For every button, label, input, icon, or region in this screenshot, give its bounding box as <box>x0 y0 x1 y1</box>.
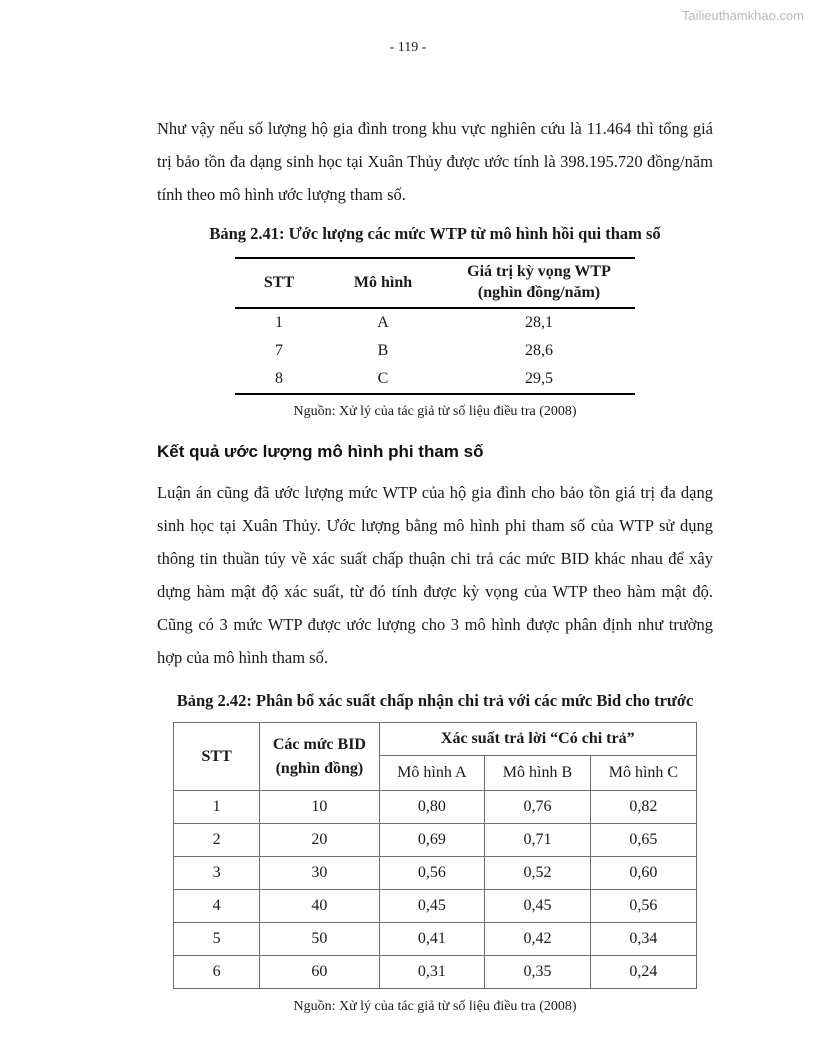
table-row <box>235 337 635 365</box>
cell-stt: 2 <box>174 824 260 857</box>
table-2-41-header-stt: STT <box>235 258 323 308</box>
table-2-41-header-wtp <box>443 258 635 308</box>
table-row <box>174 857 697 890</box>
cell-model: A <box>377 314 389 331</box>
cell-bid: 50 <box>260 923 379 956</box>
table-2-42-header-model-a: Mô hình A <box>379 756 485 791</box>
cell-prob-b: 0,45 <box>485 890 591 923</box>
table-row <box>174 824 697 857</box>
cell-prob-c: 0,82 <box>590 791 696 824</box>
cell-prob-b: 0,71 <box>485 824 591 857</box>
cell-prob-a: 0,45 <box>379 890 485 923</box>
cell-prob-b: 0,76 <box>485 791 591 824</box>
table-2-42-header-bid <box>260 723 379 791</box>
cell-stt: 7 <box>275 342 283 359</box>
cell-prob-a: 0,31 <box>379 956 485 989</box>
table-row <box>174 890 697 923</box>
table-2-42 <box>173 722 697 989</box>
cell-model: B <box>377 342 389 359</box>
page-number: - 119 - <box>389 40 427 55</box>
cell-model: C <box>377 370 389 387</box>
cell-prob-a: 0,69 <box>379 824 485 857</box>
table-2-42-header-bid-line2: (nghìn đồng) <box>275 759 364 777</box>
cell-prob-b: 0,42 <box>485 923 591 956</box>
watermark: Tailieuthamkhao.com <box>681 8 804 23</box>
cell-bid: 60 <box>260 956 379 989</box>
page-content <box>157 112 713 1015</box>
table-2-42-header-stt: STT <box>174 723 260 791</box>
table-row <box>235 365 635 394</box>
cell-bid: 40 <box>260 890 379 923</box>
cell-wtp: 29,5 <box>525 370 553 387</box>
table-row <box>174 791 697 824</box>
table-2-42-header-model-b: Mô hình B <box>485 756 591 791</box>
cell-wtp: 28,1 <box>525 314 553 331</box>
cell-bid: 10 <box>260 791 379 824</box>
cell-stt: 5 <box>174 923 260 956</box>
cell-prob-c: 0,65 <box>590 824 696 857</box>
cell-prob-b: 0,35 <box>485 956 591 989</box>
cell-prob-a: 0,56 <box>379 857 485 890</box>
table-2-42-header-model-c: Mô hình C <box>590 756 696 791</box>
cell-stt: 1 <box>174 791 260 824</box>
paragraph-nonparametric: Luận án cũng đã ước lượng mức WTP của hộ gia đình cho bảo tồn giá trị đa dạng sinh học tại Xuân Thủy. Ước lượng bằng mô hình phi tham số của WTP sử dụng thông tin thuần túy về xác suất chấp thuận chi trả các mức BID khác nhau để xây dựng hàm mật độ xác suất, từ đó tính được kỳ vọng của WTP theo hàm mật độ. Cũng có 3 mức WTP được ước lượng cho 3 mô hình được phân định như trường hợp của mô hình tham số. <box>157 483 713 667</box>
table-2-41-header-wtp-line2: (nghìn đồng/năm) <box>477 284 601 301</box>
table-2-41 <box>235 257 635 395</box>
table-2-41-header-model: Mô hình <box>323 258 443 308</box>
cell-prob-c: 0,60 <box>590 857 696 890</box>
table-2-42-header-bid-line1: Các mức BID <box>272 735 366 753</box>
cell-bid: 20 <box>260 824 379 857</box>
table-2-42-header <box>174 723 697 791</box>
cell-stt: 6 <box>174 956 260 989</box>
cell-prob-b: 0,52 <box>485 857 591 890</box>
table-2-42-title: Bảng 2.42: Phân bổ xác suất chấp nhận chi trả với các mức Bid cho trước <box>176 691 694 710</box>
table-2-42-source: Nguồn: Xử lý của tác giả từ số liệu điều tra (2008) <box>293 999 577 1014</box>
cell-prob-c: 0,24 <box>590 956 696 989</box>
cell-stt: 4 <box>174 890 260 923</box>
cell-prob-a: 0,41 <box>379 923 485 956</box>
cell-stt: 8 <box>275 370 283 387</box>
table-2-41-header <box>235 258 635 308</box>
cell-prob-a: 0,80 <box>379 791 485 824</box>
table-row <box>174 956 697 989</box>
paragraph-parametric-result: Như vậy nếu số lượng hộ gia đình trong khu vực nghiên cứu là 11.464 thì tổng giá trị bảo tồn đa dạng sinh học tại Xuân Thủy được ước tính là 398.195.720 đồng/năm tính theo mô hình ước lượng tham số. <box>157 119 713 204</box>
section-heading-nonparametric: Kết quả ước lượng mô hình phi tham số <box>157 442 484 461</box>
table-row <box>174 923 697 956</box>
cell-bid: 30 <box>260 857 379 890</box>
cell-prob-c: 0,56 <box>590 890 696 923</box>
cell-wtp: 28,6 <box>525 342 553 359</box>
table-2-41-header-wtp-line1: Giá trị kỳ vọng WTP <box>467 263 611 280</box>
table-2-41-title: Bảng 2.41: Ước lượng các mức WTP từ mô hình hồi qui tham số <box>209 224 661 243</box>
cell-stt: 1 <box>275 314 283 331</box>
cell-prob-c: 0,34 <box>590 923 696 956</box>
table-2-41-source: Nguồn: Xử lý của tác giả từ số liệu điều tra (2008) <box>293 404 577 419</box>
table-row <box>235 308 635 337</box>
table-2-42-header-prob-group: Xác suất trả lời “Có chi trả” <box>379 723 696 756</box>
cell-stt: 3 <box>174 857 260 890</box>
